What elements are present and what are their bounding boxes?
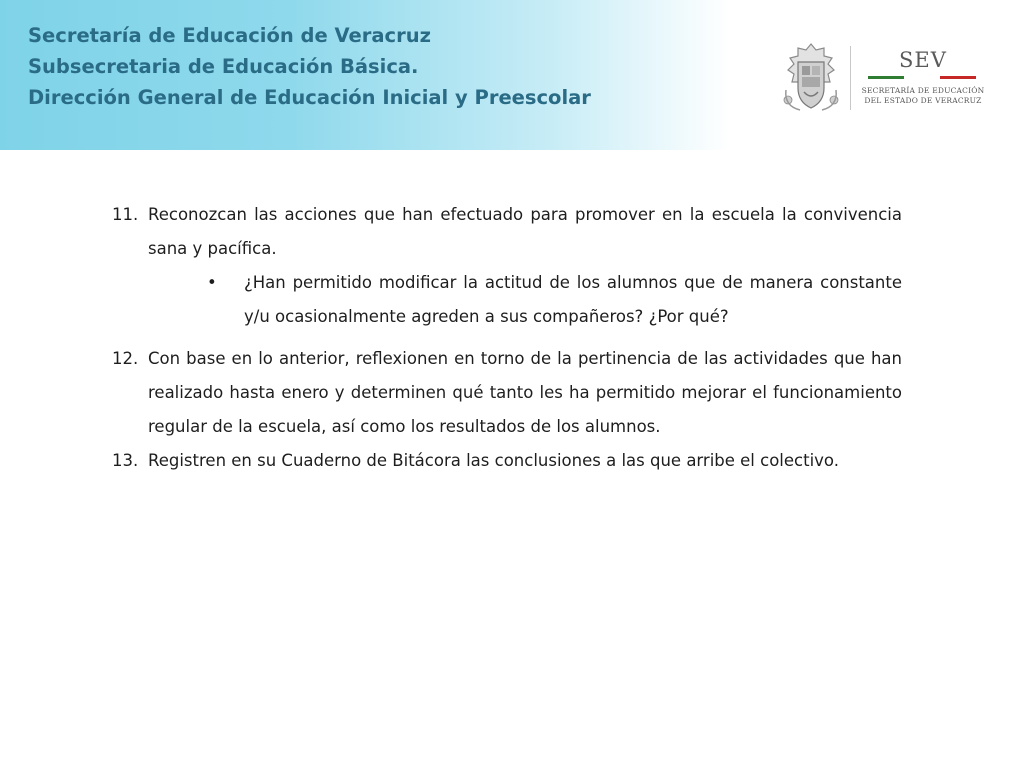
bullet-icon: • bbox=[207, 273, 217, 292]
list-item-11 bbox=[112, 198, 902, 266]
sev-logo-sub-line1: SECRETARÍA DE EDUCACIÓN bbox=[861, 86, 985, 95]
header-line-direccion: Dirección General de Educación Inicial y Preescolar bbox=[28, 86, 591, 109]
flag-stripe-white bbox=[904, 76, 940, 79]
sub-bullet-text: ¿Han permitido modificar la actitud de los alumnos que de manera constante y/u ocasionalmente agreden a sus compañeros? ¿Por qué? bbox=[244, 273, 902, 326]
sev-logo-subtitle bbox=[860, 86, 986, 106]
list-item-text: Con base en lo anterior, reflexionen en torno de la pertinencia de las actividades que han realizado hasta enero y determinen qué tanto les ha permitido mejorar el funcionamiento regular de la escuela, así como los resultados de los alumnos. bbox=[148, 349, 902, 436]
activity-list bbox=[112, 198, 902, 478]
flag-stripe-red bbox=[940, 76, 976, 79]
sev-logo-sub-line2: DEL ESTADO DE VERACRUZ bbox=[864, 96, 982, 105]
flag-stripe-green bbox=[868, 76, 904, 79]
logo-divider bbox=[850, 46, 851, 110]
list-item-13 bbox=[112, 444, 902, 478]
list-item-number: 11. bbox=[112, 205, 139, 224]
list-item-text: Reconozcan las acciones que han efectuado para promover en la escuela la convivencia sana y pacífica. bbox=[148, 205, 902, 258]
sub-bullet-item bbox=[207, 266, 902, 334]
header-line-subsecretaria: Subsecretaria de Educación Básica. bbox=[28, 55, 419, 78]
list-item-text: Registren en su Cuaderno de Bitácora las conclusiones a las que arribe el colectivo. bbox=[148, 451, 839, 470]
veracruz-coat-of-arms-icon bbox=[780, 40, 842, 114]
sev-logo-title: SEV bbox=[899, 48, 947, 72]
logo-group bbox=[780, 40, 1000, 120]
flag-stripe bbox=[868, 76, 976, 79]
header-line-secretaria: Secretaría de Educación de Veracruz bbox=[28, 24, 431, 47]
list-item-number: 12. bbox=[112, 349, 139, 368]
list-item-number: 13. bbox=[112, 451, 139, 470]
header-titles bbox=[28, 20, 591, 113]
list-item-12 bbox=[112, 342, 902, 444]
